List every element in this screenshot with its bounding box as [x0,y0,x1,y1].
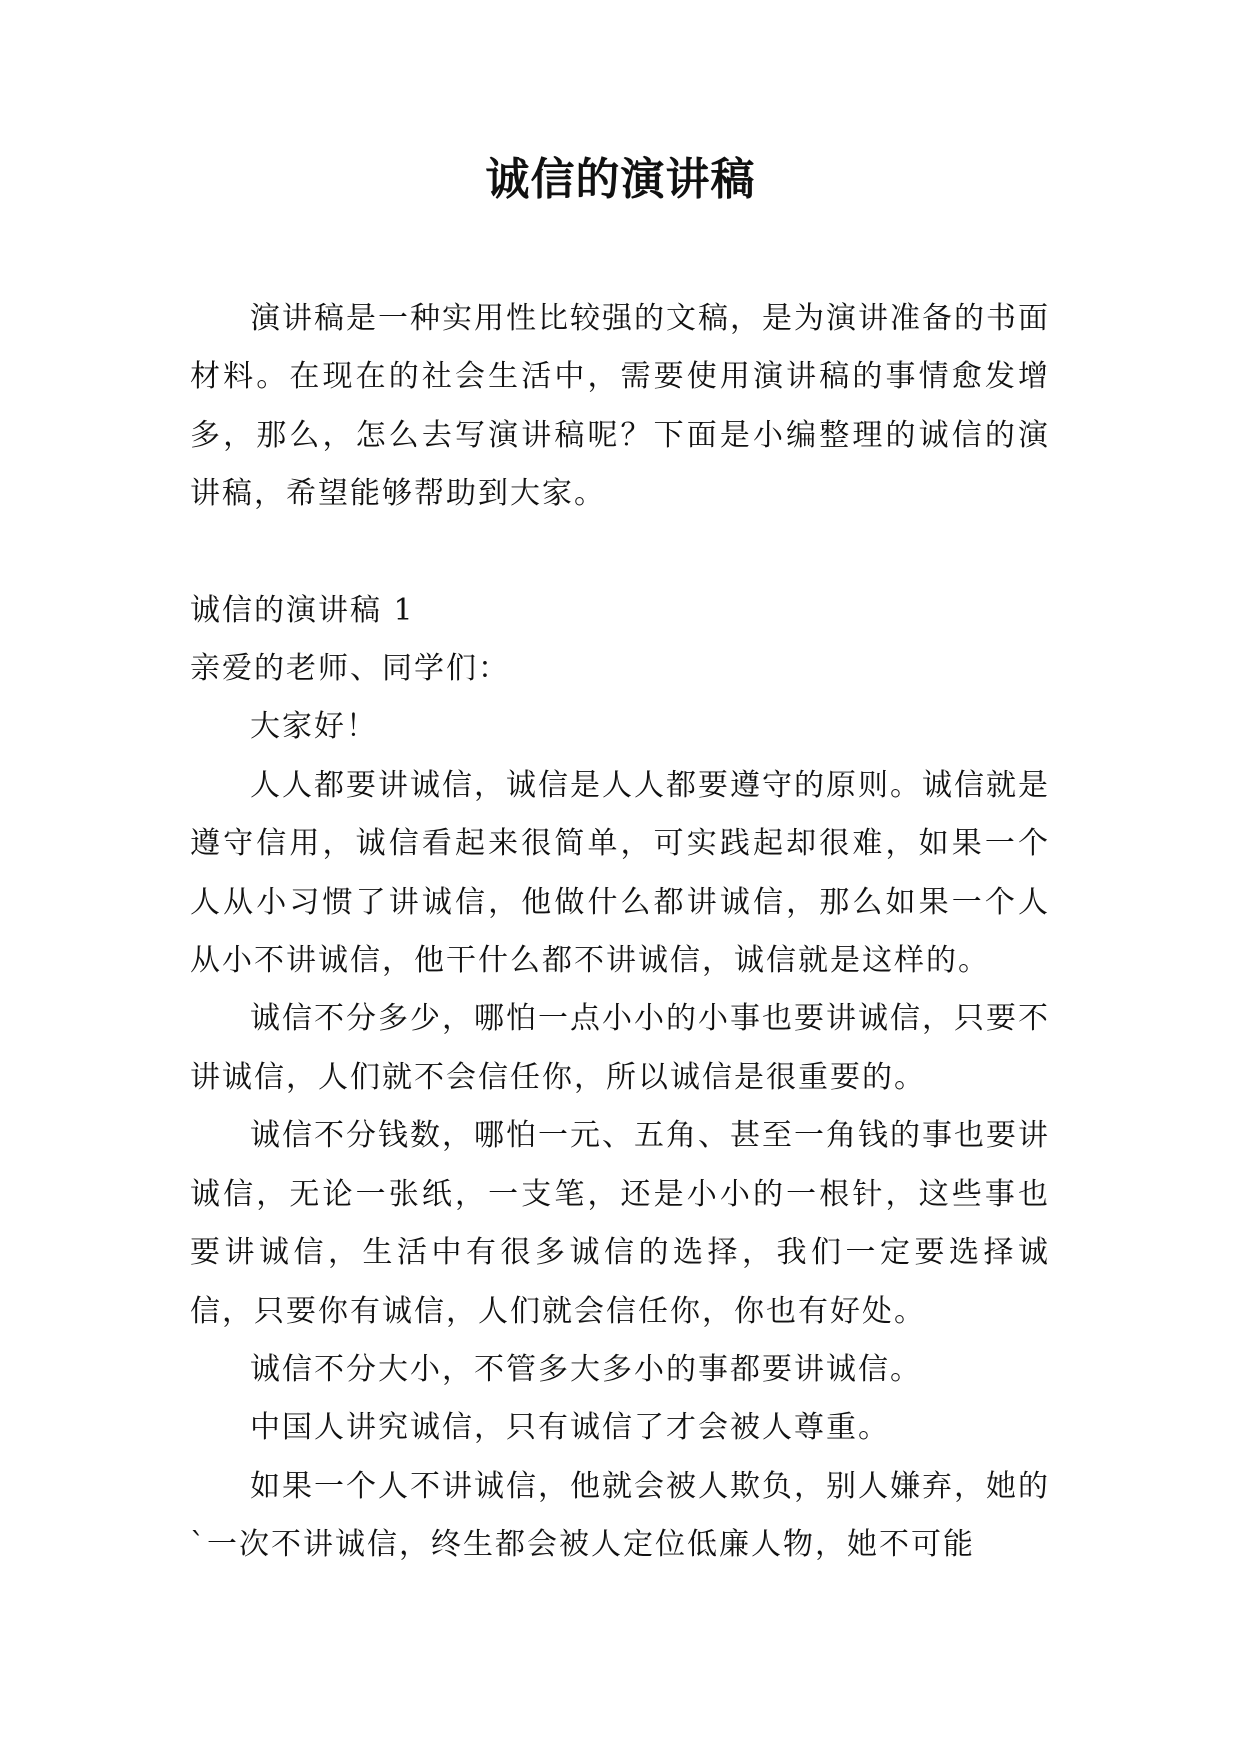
section-heading: 诚信的演讲稿 1 [190,592,415,628]
salutation: 亲爱的老师、同学们： [190,651,510,687]
document-body [190,290,1050,1575]
document-title: 诚信的演讲稿 [485,154,756,205]
body-paragraph: 诚信不分大小，不管多大多小的事都要讲诚信。 [250,1351,922,1387]
body-paragraph: 大家好！ [250,709,378,745]
body-paragraph: 诚信不分钱数，哪怕一元、五角、甚至一角钱的事也要讲诚信，无论一张纸，一支笔，还是小小的一根针，这些事也要讲诚信，生活中有很多诚信的选择，我们一定要选择诚信，只要你有诚信，人们就会信任你，你也有好处。 [190,1118,1050,1329]
body-paragraph: 中国人讲究诚信，只有诚信了才会被人尊重。 [250,1410,890,1446]
intro-paragraph: 演讲稿是一种实用性比较强的文稿，是为演讲准备的书面材料。在现在的社会生活中，需要使用演讲稿的事情愈发增多，那么，怎么去写演讲稿呢？下面是小编整理的诚信的演讲稿，希望能够帮助到大家。 [190,301,1050,512]
body-paragraph: 如果一个人不讲诚信，他就会被人欺负，别人嫌弃，她的`一次不讲诚信，终生都会被人定位低廉人物，她不可能 [190,1468,1050,1563]
body-paragraph: 诚信不分多少，哪怕一点小小的小事也要讲诚信，只要不讲诚信，人们就不会信任你，所以诚信是很重要的。 [190,1001,1050,1095]
body-paragraph: 人人都要讲诚信，诚信是人人都要遵守的原则。诚信就是遵守信用，诚信看起来很简单，可实践起却很难，如果一个人从小习惯了讲诚信，他做什么都讲诚信，那么如果一个人从小不讲诚信，他干什么都不讲诚信，诚信就是这样的。 [190,767,1050,979]
